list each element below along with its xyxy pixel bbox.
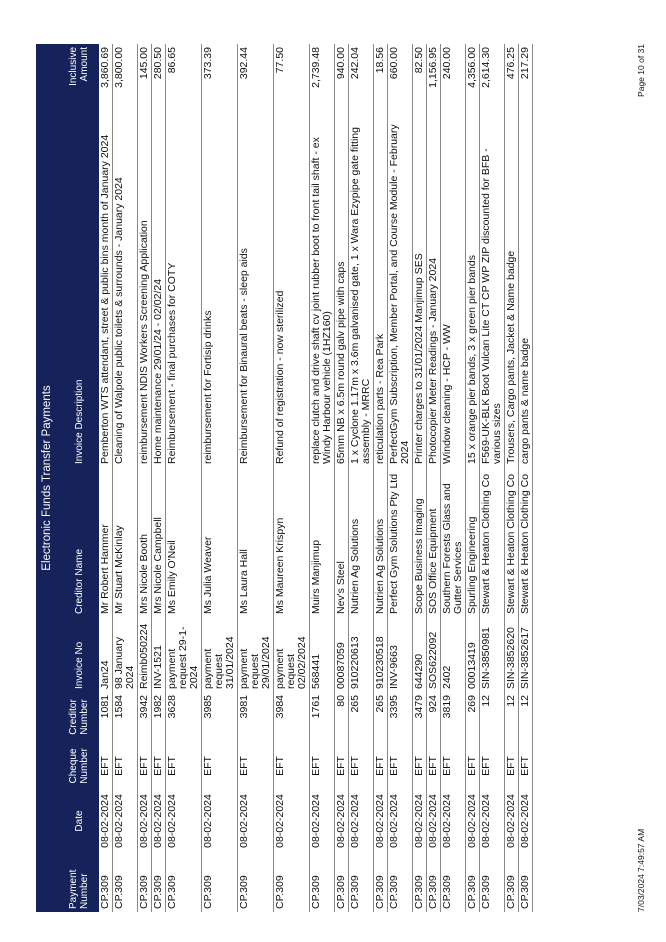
creditor-number-cell: 3981 [238,692,274,742]
column-header: Invoice No [59,617,99,692]
invoice-number-cell: 00087059 [335,617,349,692]
print-timestamp: 7/03/2024 7:49:57 AM [636,828,646,912]
table-row [138,44,152,912]
date-cell: 08-02-2024 [505,790,519,852]
invoice-description-cell: Refund of registration - now sterilized [274,118,310,467]
payment-number-cell: CP.309 [413,852,427,912]
cheque-number-cell: EFT [519,742,533,790]
table-row [480,44,505,912]
invoice-number-cell: payment request 29/01/2024 [238,617,274,692]
date-cell: 08-02-2024 [374,790,388,852]
invoice-description-cell: Pemberton WTS attendant, street & public bins month of January 2024 [99,118,113,467]
date-cell: 08-02-2024 [349,790,374,852]
amount-cell: 82.50 [413,44,427,118]
cheque-number-cell: EFT [505,742,519,790]
cheque-number-cell: EFT [138,742,152,790]
creditor-name-cell: Muirs Manjimup [310,467,335,617]
table-row [505,44,519,912]
invoice-description-cell: Reimbursement for Binaural beats - sleep aids [238,118,274,467]
amount-cell: 1,156.95 [427,44,441,118]
cheque-number-cell: EFT [413,742,427,790]
invoice-description-cell: cargo pants & name badge [519,118,533,467]
payment-number-cell: CP.309 [99,852,113,912]
table-row [113,44,138,912]
amount-cell: 392.44 [238,44,274,118]
table-row [99,44,113,912]
cheque-number-cell: EFT [374,742,388,790]
invoice-description-cell: Photocopier Meter Readings - January 2024 [427,118,441,467]
table-row [310,44,335,912]
amount-cell: 3,860.69 [99,44,113,118]
invoice-description-cell: 65mm NB x 6.5m round galv pipe with caps [335,118,349,467]
creditor-name-cell: Nutrien Ag Solutions [349,467,374,617]
invoice-description-cell: Trousers, Cargo pants, Jacket & Name badge [505,118,519,467]
invoice-number-cell: Reimb050224 [138,617,152,692]
invoice-number-cell: payment request 29-1-2024 [166,617,202,692]
payment-number-cell: CP.309 [374,852,388,912]
amount-cell: 3,800.00 [113,44,138,118]
creditor-number-cell: 12 [505,692,519,742]
amount-cell: 660.00 [388,44,413,118]
creditor-number-cell: 3395 [388,692,413,742]
invoice-number-cell: 00013419 [466,617,480,692]
payment-number-cell: CP.309 [152,852,166,912]
creditor-number-cell: 3479 [413,692,427,742]
amount-cell: 242.04 [349,44,374,118]
amount-cell: 280.50 [152,44,166,118]
date-cell: 08-02-2024 [138,790,152,852]
invoice-number-cell: SIN-3852620 [505,617,519,692]
cheque-number-cell: EFT [349,742,374,790]
payment-number-cell: CP.309 [480,852,505,912]
creditor-name-cell: Mr Stuart McKinlay [113,467,138,617]
invoice-description-cell: 1 x Cyclone 1.17m x 3.6m galvanised gate, 1 x Wara Ezypipe gate fitting assembly - MRRC [349,118,374,467]
creditor-number-cell: 265 [349,692,374,742]
invoice-number-cell: 2402 [441,617,466,692]
creditor-name-cell: Scope Business Imaging [413,467,427,617]
table-row [152,44,166,912]
cheque-number-cell: EFT [480,742,505,790]
payment-number-cell: CP.309 [113,852,138,912]
table-row [441,44,466,912]
payment-number-cell: CP.309 [466,852,480,912]
invoice-description-cell: reticulation parts - Rea Park [374,118,388,467]
payment-number-cell: CP.309 [202,852,238,912]
date-cell: 08-02-2024 [202,790,238,852]
amount-cell: 217.29 [519,44,533,118]
table-row [238,44,274,912]
invoice-description-cell: reimbursement for Fortisip drinks [202,118,238,467]
table-row [466,44,480,912]
invoice-number-cell: 910230518 [374,617,388,692]
cheque-number-cell: EFT [152,742,166,790]
creditor-name-cell: Southern Forests Glass and Gutter Services [441,467,466,617]
creditor-number-cell: 80 [335,692,349,742]
creditor-number-cell: 3984 [274,692,310,742]
creditor-name-cell: Ms Maureen Krispyn [274,467,310,617]
creditor-name-cell: Stewart & Heaton Clothing Co [519,467,533,617]
creditor-number-cell: 3942 [138,692,152,742]
payment-number-cell: CP.309 [310,852,335,912]
creditor-name-cell: SOS Office Equipment [427,467,441,617]
creditor-number-cell: 1761 [310,692,335,742]
creditor-name-cell: Ms Laura Hall [238,467,274,617]
table-header-row [59,44,99,912]
date-cell: 08-02-2024 [166,790,202,852]
amount-cell: 86.65 [166,44,202,118]
table-row [388,44,413,912]
column-header: Inclusive Amount [59,44,99,118]
cheque-number-cell: EFT [202,742,238,790]
table-row [166,44,202,912]
amount-cell: 2,614.30 [480,44,505,118]
cheque-number-cell: EFT [388,742,413,790]
cheque-number-cell: EFT [113,742,138,790]
creditor-number-cell: 12 [480,692,505,742]
column-header: Cheque Number [59,742,99,790]
column-header: Creditor Number [59,692,99,742]
payment-number-cell: CP.309 [349,852,374,912]
column-header: Payment Number [59,852,99,912]
cheque-number-cell: EFT [427,742,441,790]
creditor-name-cell: Stewart & Heaton Clothing Co [505,467,519,617]
invoice-description-cell: replace clutch and drive shaft cv joint rubber boot to front tail shaft - ex Windy Harbour vehicle (1HZ160) [310,118,335,467]
invoice-number-cell: Jan24 [99,617,113,692]
cheque-number-cell: EFT [441,742,466,790]
date-cell: 08-02-2024 [113,790,138,852]
creditor-number-cell: 3985 [202,692,238,742]
creditor-number-cell: 265 [374,692,388,742]
creditor-name-cell: Ms Julia Weaver [202,467,238,617]
date-cell: 08-02-2024 [466,790,480,852]
amount-cell: 4,356.00 [466,44,480,118]
date-cell: 08-02-2024 [274,790,310,852]
table-row [427,44,441,912]
date-cell: 08-02-2024 [238,790,274,852]
payment-number-cell: CP.309 [274,852,310,912]
cheque-number-cell: EFT [335,742,349,790]
invoice-description-cell: F569-UK-BLK Boot Vulcan Lite CT CP WP ZIP discounted for BFB - various sizes [480,118,505,467]
cheque-number-cell: EFT [238,742,274,790]
invoice-number-cell: 98 January 2024 [113,617,138,692]
creditor-name-cell: Mrs Nicole Booth [138,467,152,617]
invoice-number-cell: SOS622092 [427,617,441,692]
amount-cell: 373.39 [202,44,238,118]
creditor-name-cell: Ms Emily O'Neil [166,467,202,617]
creditor-number-cell: 924 [427,692,441,742]
invoice-description-cell: Cleaning of Walpole public toilets & surrounds - January 2024 [113,118,138,467]
date-cell: 08-02-2024 [427,790,441,852]
invoice-description-cell: reimbursement NDIS Workers Screening Application [138,118,152,467]
invoice-number-cell: payment request 31/01/2024 [202,617,238,692]
table-row [274,44,310,912]
date-cell: 08-02-2024 [310,790,335,852]
cheque-number-cell: EFT [99,742,113,790]
cheque-number-cell: EFT [166,742,202,790]
date-cell: 08-02-2024 [335,790,349,852]
creditor-name-cell: Stewart & Heaton Clothing Co [480,467,505,617]
date-cell: 08-02-2024 [441,790,466,852]
amount-cell: 18.56 [374,44,388,118]
invoice-description-cell: 15 x orange pier bands, 3 x green pier bands [466,118,480,467]
invoice-number-cell: SIN-3852617 [519,617,533,692]
creditor-name-cell: Perfect Gym Solutions Pty Ltd [388,467,413,617]
creditor-number-cell: 3819 [441,692,466,742]
date-cell: 08-02-2024 [99,790,113,852]
invoice-number-cell: INV-1521 [152,617,166,692]
amount-cell: 476.25 [505,44,519,118]
creditor-number-cell: 3628 [166,692,202,742]
payment-number-cell: CP.309 [505,852,519,912]
table-row [374,44,388,912]
report-title: Electronic Funds Transfer Payments [36,44,59,912]
creditor-number-cell: 1584 [113,692,138,742]
invoice-description-cell: Reimbursement - final purchases for COTY [166,118,202,467]
creditor-name-cell: Mr Robert Hammer [99,467,113,617]
table-row [202,44,238,912]
payment-number-cell: CP.309 [427,852,441,912]
invoice-number-cell: 644290 [413,617,427,692]
payment-number-cell: CP.309 [519,852,533,912]
creditor-name-cell: Mrs Nicole Campbell [152,467,166,617]
cheque-number-cell: EFT [466,742,480,790]
payment-number-cell: CP.309 [441,852,466,912]
invoice-number-cell: payment request 02/02/2024 [274,617,310,692]
payment-number-cell: CP.309 [166,852,202,912]
payment-number-cell: CP.309 [335,852,349,912]
invoice-description-cell: PerfectGym Subscription, Member Portal, and Course Module - February 2024 [388,118,413,467]
table-row [413,44,427,912]
table-row [519,44,533,912]
amount-cell: 940.00 [335,44,349,118]
amount-cell: 145.00 [138,44,152,118]
creditor-number-cell: 269 [466,692,480,742]
page-number: Page 10 of 31 [636,44,646,97]
payment-number-cell: CP.309 [138,852,152,912]
creditor-number-cell: 12 [519,692,533,742]
creditor-name-cell: Spurling Engineering [466,467,480,617]
invoice-description-cell: Printer charges to 31/01/2024 Manjimup SES [413,118,427,467]
cheque-number-cell: EFT [310,742,335,790]
invoice-number-cell: 568441 [310,617,335,692]
table-row [349,44,374,912]
invoice-description-cell: Home maintenance 29/01/24 - 02/02/24 [152,118,166,467]
date-cell: 08-02-2024 [519,790,533,852]
column-header: Date [59,790,99,852]
column-header: Creditor Name [59,467,99,617]
creditor-number-cell: 1081 [99,692,113,742]
creditor-name-cell: Nutrien Ag Solutions [374,467,388,617]
creditor-number-cell: 1982 [152,692,166,742]
cheque-number-cell: EFT [274,742,310,790]
table-row [335,44,349,912]
invoice-number-cell: 910220613 [349,617,374,692]
invoice-number-cell: SIN-3850981 [480,617,505,692]
amount-cell: 2,739.48 [310,44,335,118]
date-cell: 08-02-2024 [152,790,166,852]
payment-number-cell: CP.309 [388,852,413,912]
payment-number-cell: CP.309 [238,852,274,912]
column-header: Invoice Description [59,118,99,467]
invoice-number-cell: INV-9663 [388,617,413,692]
payments-table [59,44,533,912]
creditor-name-cell: Nev's Steel [335,467,349,617]
date-cell: 08-02-2024 [480,790,505,852]
date-cell: 08-02-2024 [413,790,427,852]
date-cell: 08-02-2024 [388,790,413,852]
amount-cell: 77.50 [274,44,310,118]
invoice-description-cell: Window cleaning - HCP - WW [441,118,466,467]
amount-cell: 240.00 [441,44,466,118]
